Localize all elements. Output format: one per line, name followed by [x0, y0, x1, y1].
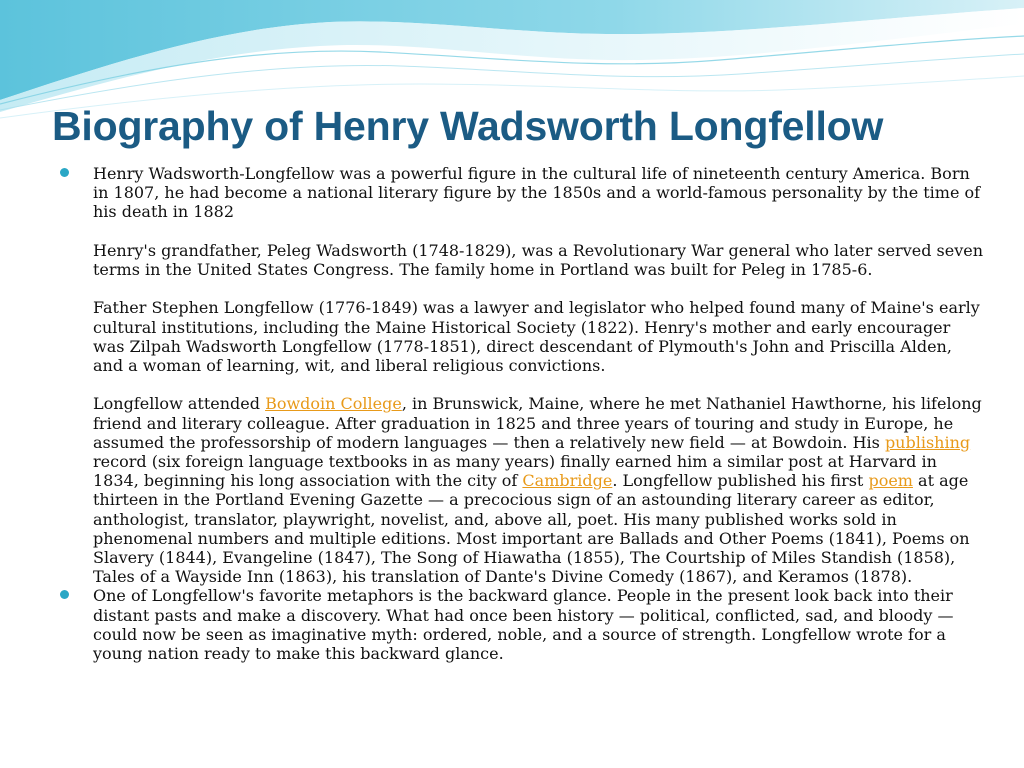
bullet-dot-icon — [60, 590, 69, 599]
bullet-dot-icon — [60, 168, 69, 177]
body-paragraph: Henry's grandfather, Peleg Wadsworth (1748-1829), was a Revolutionary War general who later served seven terms in the United States Congress. The family home in Portland was built for Peleg in 1785-6. — [93, 240, 984, 279]
body-paragraph: Henry Wadsworth-Longfellow was a powerful figure in the cultural life of nineteenth century America. Born in 1807, he had become a national literary figure by the 1850s and a world-famous personality by the time of his death in 1882 — [93, 164, 981, 222]
body-paragraph — [93, 394, 985, 586]
text-run: , in Brunswick, Maine, where he met Nathaniel Hawthorne, his lifelong friend and literary colleague. After graduation in 1825 and three years of touring and study in Europe, he assumed the professorship of modern languages — then a relatively new field — at Bowdoin. His — [93, 394, 982, 452]
page-title: Biography of Henry Wadsworth Longfellow — [52, 103, 884, 149]
bullet-item — [60, 164, 985, 586]
bullet-list — [60, 164, 985, 663]
body-paragraph: One of Longfellow's favorite metaphors is the backward glance. People in the present look back into their distant pasts and make a discovery. What had once been history — political, conflicted, sad, and bloody — could now be seen as imaginative myth: ordered, noble, and a source of strength. Longfellow wrote for a young nation ready to make this backward glance. — [93, 586, 954, 664]
link-poem[interactable]: poem — [868, 471, 913, 491]
body-paragraph: Father Stephen Longfellow (1776-1849) was a lawyer and legislator who helped found many of Maine's early cultural institutions, including the Maine Historical Society (1822). Henry's mother and early encourager was Zilpah Wadsworth Longfellow (1778-1851), direct descendant of Plymouth's John and Priscilla Alden, and a woman of learning, wit, and liberal religious convictions. — [93, 298, 980, 375]
text-run: Longfellow attended — [93, 394, 266, 414]
text-run: at age thirteen in the Portland Evening Gazette — a precocious sign of an astounding literary career as editor, anthologist, translator, playwright, novelist, and, above all, poet. His many published works sold in phenomenal numbers and multiple editions. Most important are Ballads and Other Poems (1841), Poems on Slavery (1844), Evangeline (1847), The Song of Hiawatha (1855), The Courtship of Miles Standish (1858), Tales of a Wayside Inn (1863), his translation of Dante's Divine Comedy (1867), and Keramos (1878). — [93, 471, 970, 587]
link-publishing[interactable]: publishing — [884, 432, 971, 452]
link-bowdoin-college[interactable]: Bowdoin College — [265, 394, 402, 414]
text-run: record (six foreign language textbooks in as many years) finally earned him a similar post at Harvard in 1834, beginning his long association with the city of — [93, 452, 937, 491]
link-cambridge[interactable]: Cambridge — [522, 471, 613, 491]
bullet-item — [60, 586, 985, 663]
text-run: . Longfellow published his first — [612, 471, 869, 491]
